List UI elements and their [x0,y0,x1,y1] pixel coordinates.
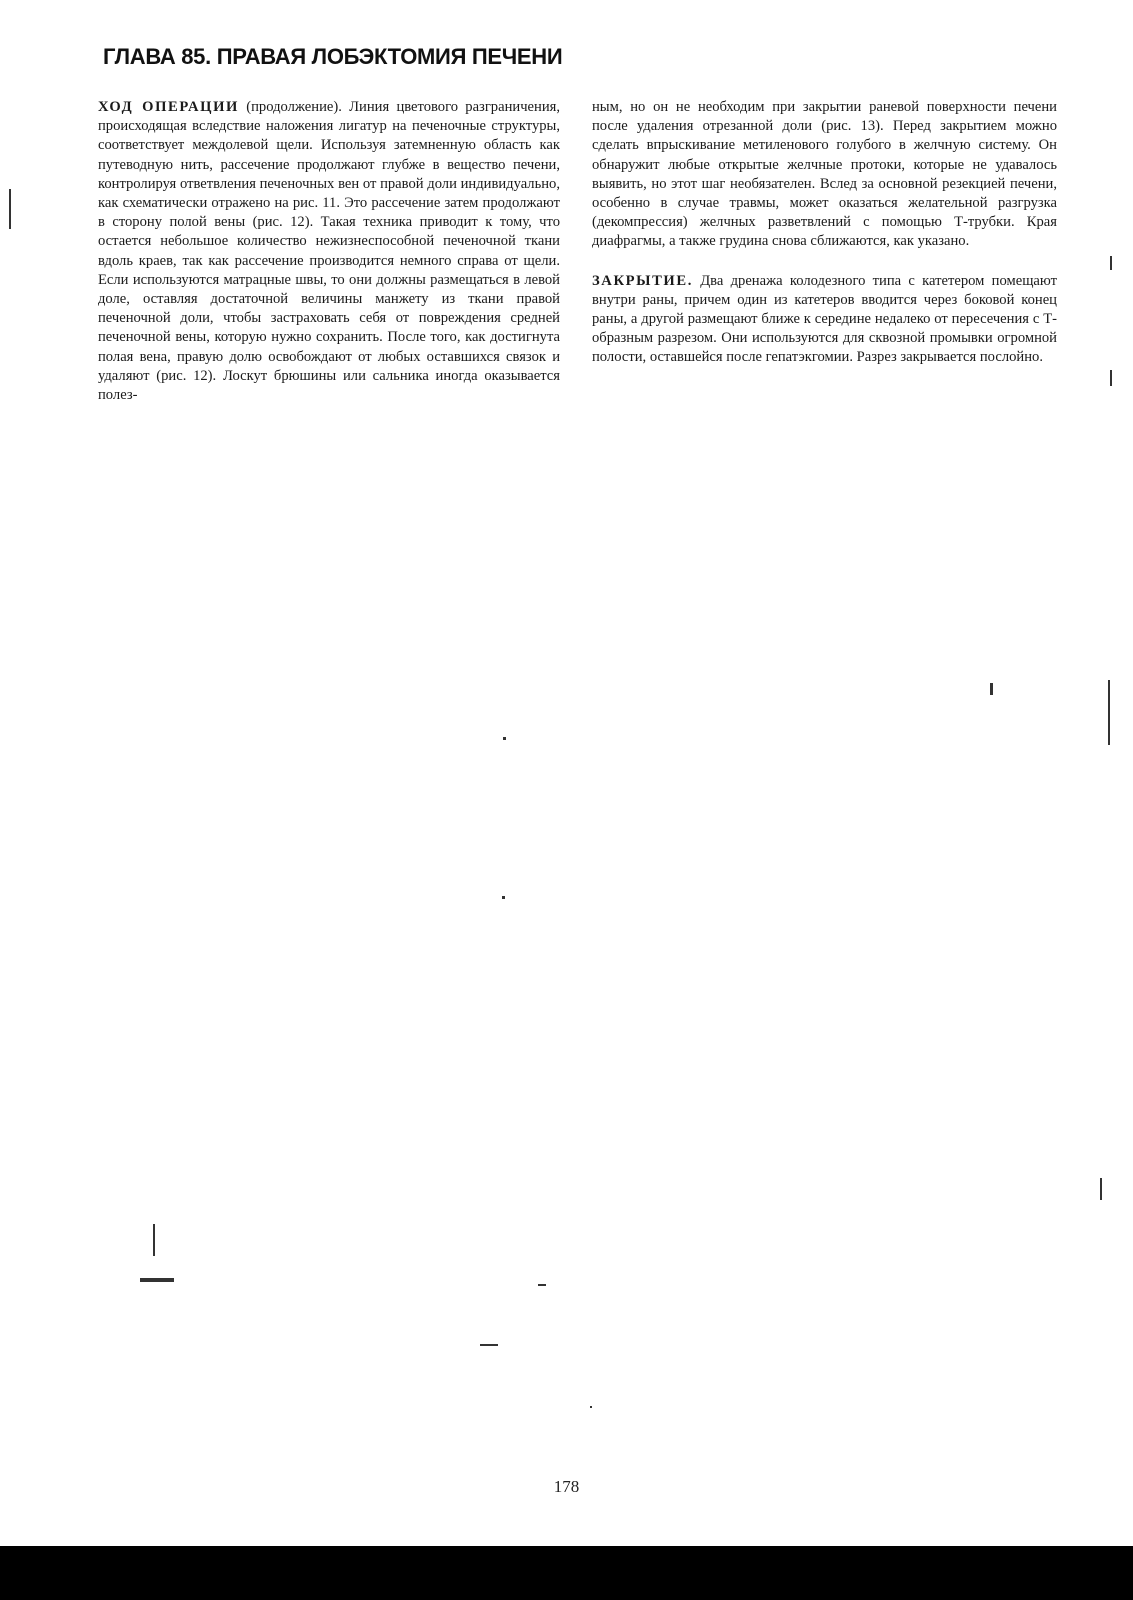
page-number: 178 [553,1477,580,1496]
scan-speck [480,1344,498,1346]
text-column-right [592,98,1057,368]
section-heading-operation-course: ХОД ОПЕРАЦИИ [98,99,239,115]
scan-speck [1100,1178,1102,1200]
paragraph-continuation: ным, но он не необходим при закрытии раневой поверхности печени после удаления отрезанной доли (рис. 13). Перед закрытием можно сделать впрыскивание метиленового голубого в желчную систему. Он обнаружит любые открытые желчные протоки, которые не удавалось выявить, но этот шаг необязателен. Вслед за основной резекцией печени, особенно в случае травмы, может оказаться желательной разгрузка (декомпрессия) желчных разветвлений с помощью Т-трубки. Края диафрагмы, а также грудина снова сближаются, как указано. [592,99,1057,250]
scan-speck [502,896,505,899]
scan-speck [538,1284,546,1286]
scan-speck [1110,256,1112,270]
paragraph-operation-course [98,98,560,405]
paragraph-text: (продолжение). Линия цветового разграничения, происходящая вследствие наложения лигатур на печеночные структуры, соответствует междолевой щели. Используя затемненную область как путеводную нить, рассечение продолжают глубже в вещество печени, контролируя ответвления печеночных вен от правой доли индивидуально, как схематически отражено на рис. 11. Это рассечение затем продолжают в сторону полой вены (рис. 12). Такая техника приводит к тому, что остается небольшое количество нежизнеспособной печеночной ткани вдоль краев, так как рассечение производится немного справа от щели. Если используются матрацные швы, то они должны размещаться в левой доле, оставляя достаточной величины манжету из ткани правой печеночной доли, чтобы застраховать себя от повреждения средней печеночной вены, которую нужно сохранить. После того, как достигнута полая вена, правую долю освобождают от любых оставшихся связок и удаляют (рис. 12). Лоскут брюшины или сальника иногда оказывается полез- [98,99,560,404]
scan-speck [140,1278,174,1282]
page-title: ГЛАВА 85. ПРАВАЯ ЛОБЭКТОМИЯ ПЕЧЕНИ [103,44,563,69]
text-column-left [98,98,560,405]
section-heading-closure: ЗАКРЫТИЕ. [592,272,693,289]
scan-speck [503,737,506,740]
scan-speck [1108,680,1110,745]
scan-speck [590,1406,592,1408]
scan-border-band [0,1546,1133,1600]
paragraph-closure [592,272,1057,368]
paragraph-text: Два дренажа колодезного типа с катетером помещают внутри раны, причем один из катетеров вводится через боковой конец раны, а другой размещают ближе к середине недалеко от пересечения с Т-образным разрезом. Они используются для сквозной промывки огромной полости, оставшейся после гепатэкгомии. Разрез закрывается послойно. [592,272,1057,366]
scan-speck [1110,370,1112,386]
scan-speck [990,683,993,695]
scan-speck [9,189,11,229]
scan-speck [153,1224,155,1256]
